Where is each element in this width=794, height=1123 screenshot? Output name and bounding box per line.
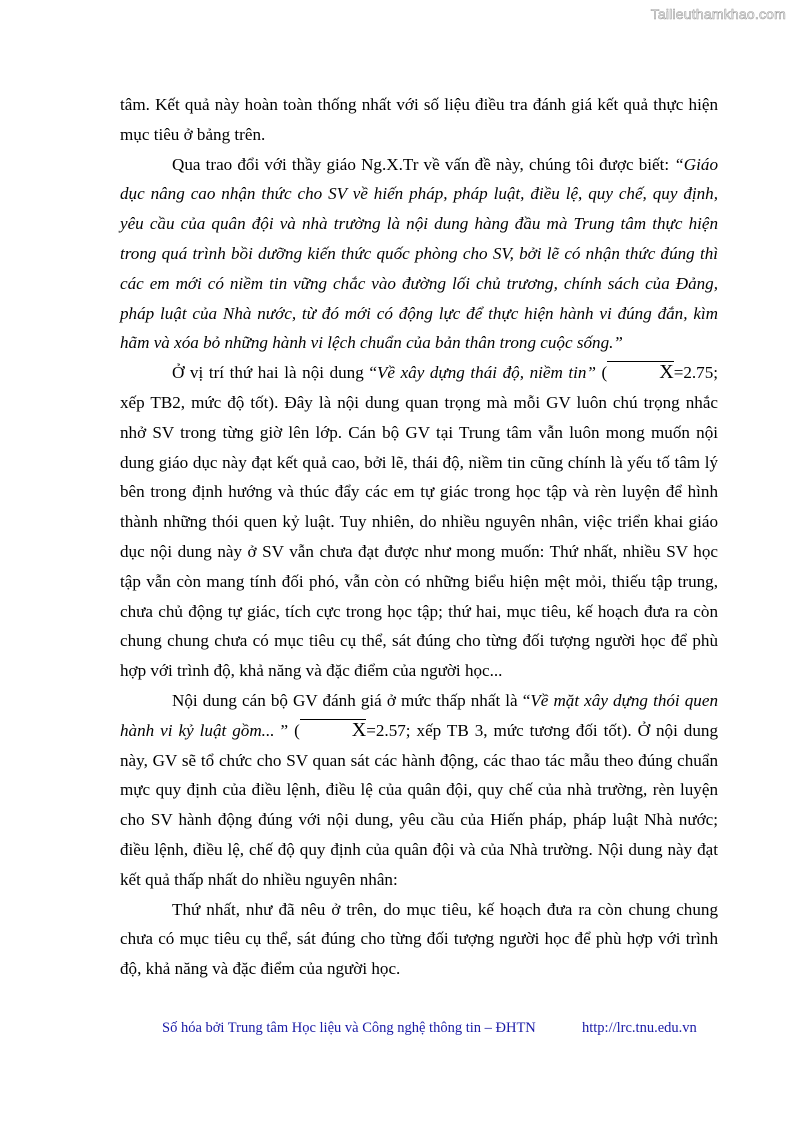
paragraph-1: tâm. Kết quả này hoàn toàn thống nhất với số liệu điều tra đánh giá kết quả thực hiện mục tiêu ở bảng trên. bbox=[120, 95, 718, 144]
paragraph-5: Thứ nhất, như đã nêu ở trên, do mục tiêu, kế hoạch đưa ra còn chung chung chưa có mục tiêu cụ thể, sát đúng cho từng đối tượng người học để phù hợp với trình độ, khả năng và đặc điểm của người học. bbox=[120, 899, 718, 979]
paragraph-4-close: ” ( bbox=[274, 720, 300, 740]
footer-url-link[interactable]: http://lrc.tnu.edu.vn bbox=[582, 1020, 697, 1036]
paragraph-3-lead: Ở vị trí thứ hai là nội dung “ bbox=[172, 363, 377, 383]
mean-symbol: X bbox=[300, 718, 366, 740]
document-body bbox=[120, 90, 718, 984]
paragraph-4 bbox=[120, 686, 718, 895]
content-title-attitude: Về xây dựng thái độ, niềm tin” bbox=[376, 363, 596, 383]
paragraph-3-open: ( bbox=[595, 363, 608, 383]
paragraph-4-rest: =2.57; xếp TB 3, mức tương đối tốt). Ở nội dung này, GV sẽ tổ chức cho SV quan sát các hành động, các thao tác mẫu theo đúng chuẩn mực quy định của điều lệnh, điều lệ của quân đội, quy chế của nhà trường, rèn luyện cho SV hành động đúng với nội dung, yêu cầu của Hiến pháp, pháp luật Nhà nước; điều lệnh, điều lệ, chế độ quy định của quân đội và của Nhà trường. Nội dung này đạt kết quả thấp nhất do nhiều nguyên nhân: bbox=[120, 720, 718, 889]
watermark: Tailieuthamkhao.com bbox=[650, 6, 786, 22]
content-title-habits: Về mặt xây dựng thói quen hành vi kỷ luật gồm... bbox=[120, 690, 718, 740]
paragraph-2 bbox=[120, 150, 718, 359]
paragraph-4-lead: Nội dung cán bộ GV đánh giá ở mức thấp nhất là “ bbox=[172, 690, 531, 710]
paragraph-2-lead: Qua trao đổi với thầy giáo Ng.X.Tr về vấn đề này, chúng tôi được biết: bbox=[172, 154, 675, 174]
mean-symbol: X bbox=[607, 360, 673, 382]
footer-source: Số hóa bởi Trung tâm Học liệu và Công nghệ thông tin – ĐHTN bbox=[162, 1020, 536, 1036]
paragraph-3 bbox=[120, 358, 718, 686]
interview-quote: “Giáo dục nâng cao nhận thức cho SV về hiến pháp, pháp luật, điều lệ, quy chế, quy định, yêu cầu của quân đội và nhà trường là nội dung hàng đầu mà Trung tâm thực hiện trong quá trình bồi dưỡng kiến thức quốc phòng cho SV, bởi lẽ có nhận thức đúng thì các em mới có niềm tin vững chắc vào đường lối chủ trương, chính sách của Đảng, pháp luật của Nhà nước, từ đó mới có động lực để thực hiện hành vi đúng đắn, kìm hãm và xóa bỏ những hành vi lệch chuẩn của bản thân trong cuộc sống.” bbox=[120, 154, 718, 353]
paragraph-3-rest: =2.75; xếp TB2, mức độ tốt). Đây là nội dung quan trọng mà mỗi GV luôn chú trọng nhắc nhở SV trong từng giờ lên lớp. Cán bộ GV tại Trung tâm vẫn luôn mong muốn nội dung giáo dục này đạt kết quả cao, bởi lẽ, thái độ, niềm tin cũng chính là yếu tố tâm lý bên trong định hướng và thúc đẩy các em tự giác trong học tập và rèn luyện để hình thành những thói quen kỷ luật. Tuy nhiên, do nhiều nguyên nhân, việc triển khai giáo dục nội dung này ở SV vẫn chưa đạt được như mong muốn: Thứ nhất, nhiều SV học tập vẫn còn mang tính đối phó, vẫn còn có những biểu hiện mệt mỏi, thiếu tập trung, chưa chủ động tự giác, tích cực trong học tập; thứ hai, mục tiêu, kế hoạch đưa ra còn chung chung chưa có mục tiêu cụ thể, sát đúng cho từng đối tượng người học để phù hợp với trình độ, khả năng và đặc điểm của người học... bbox=[120, 363, 719, 681]
